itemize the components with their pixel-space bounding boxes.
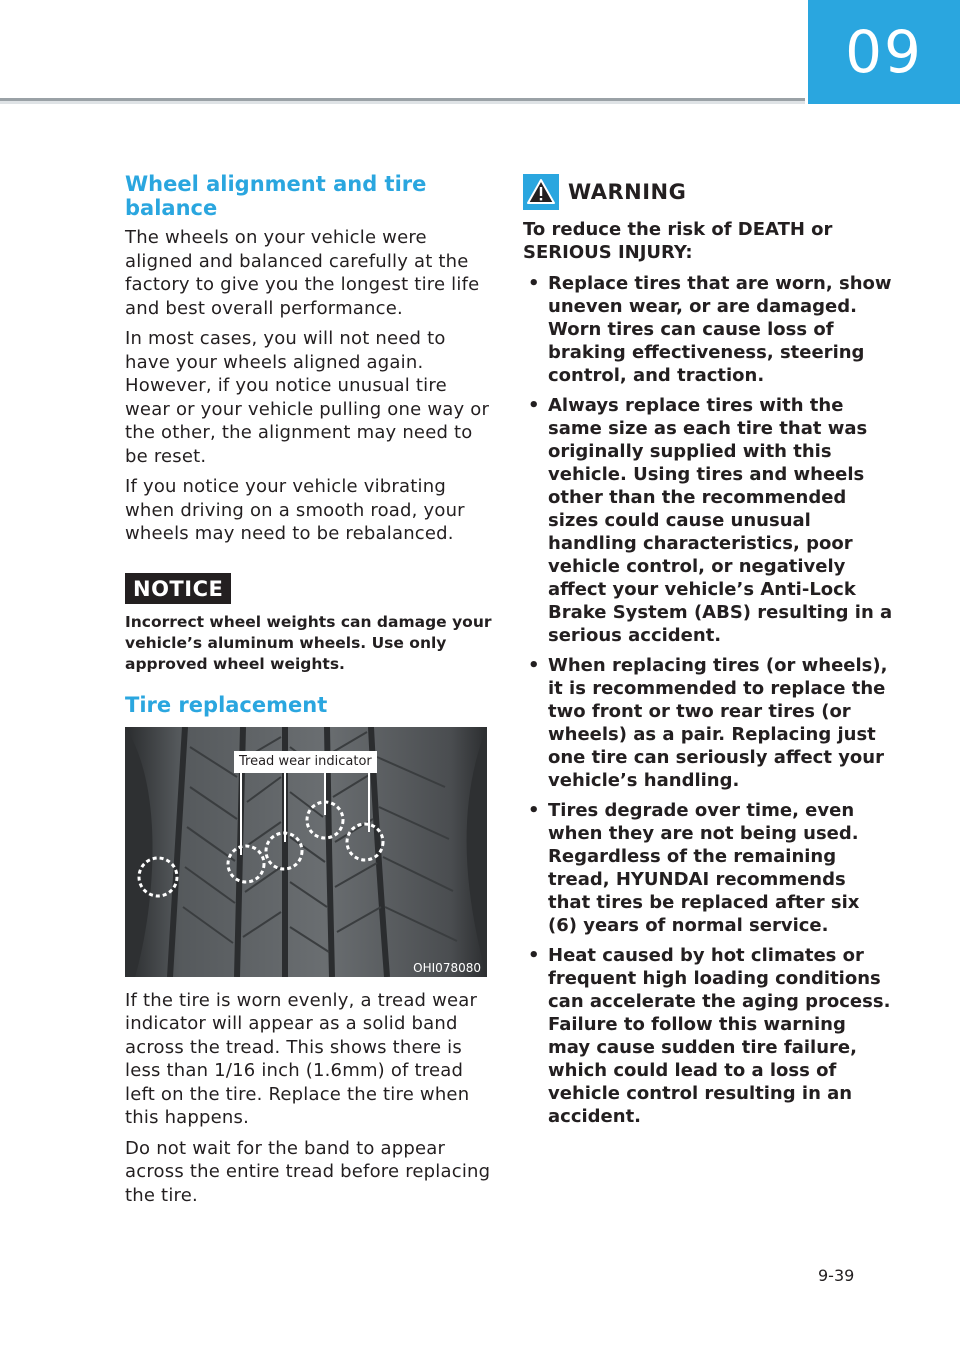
header-rule-shade (0, 101, 805, 104)
alignment-heading: Wheel alignment and tire balance (125, 172, 427, 220)
warning-intro: To reduce the risk of DEATH or SERIOUS INJURY: (523, 219, 833, 263)
chapter-number: 09 (845, 18, 923, 86)
warning-header (523, 174, 893, 210)
warning-item-4: • Tires degrade over time, even when they are not being used. Regardless of the remaining tread, HYUNDAI recommends that tires be replaced after six (6) years of normal service. (523, 799, 893, 937)
warning-item-3: • When replacing tires (or wheels), it is recommended to replace the two front or two rear tires (or wheels) as a pair. Replacing just one tire can seriously affect your vehicle’s handling. (523, 654, 893, 792)
page-number: 9-39 (818, 1266, 855, 1285)
alignment-paragraph-1: The wheels on your vehicle were aligned and balanced carefully at the factory to give you the longest tire life and best overall performance. (125, 227, 480, 319)
tire-paragraph-2: Do not wait for the band to appear across the entire tread before replacing the tire. (125, 1137, 491, 1206)
left-column (125, 172, 495, 1214)
warning-item-2: • Always replace tires with the same size as each tire that was originally supplied with this vehicle. Using tires and wheels other than the recommended sizes could cause unusual handling characteristics, poor vehicle control, or negatively affect your vehicle’s Anti-Lock Brake System (ABS) resulting in a serious accident. (523, 394, 893, 647)
figure-code: OHI078080 (413, 960, 481, 975)
alignment-paragraph-2: In most cases, you will not need to have your wheels aligned again. However, if you notice unusual tire wear or your vehicle pulling one way or the other, the alignment may need to be reset. (125, 328, 490, 467)
tire-tread-figure (125, 727, 487, 977)
warning-item-5: • Heat caused by hot climates or frequent high loading conditions can accelerate the aging process. Failure to follow this warning may cause sudden tire failure, which could lead to a loss of vehicle control resulting in an accident. (523, 944, 893, 1128)
tire-paragraph-1: If the tire is worn evenly, a tread wear indicator will appear as a solid band across the tread. This shows there is less than 1/16 inch (1.6mm) of tread left on the tire. Replace the tire when this happens. (125, 989, 478, 1128)
alignment-paragraph-3: If you notice your vehicle vibrating when driving on a smooth road, your wheels may need to be rebalanced. (125, 476, 465, 544)
tread-wear-indicator-label: Tread wear indicator (234, 751, 377, 773)
warning-triangle-icon (523, 174, 559, 210)
right-column (523, 172, 893, 1135)
tire-heading: Tire replacement (125, 692, 328, 717)
notice-badge: NOTICE (125, 573, 231, 604)
warning-item-1: • Replace tires that are worn, show uneven wear, or are damaged. Worn tires can cause loss of braking effectiveness, steering control, and traction. (523, 272, 893, 387)
warning-list (523, 272, 893, 1128)
warning-title: WARNING (568, 180, 687, 204)
chapter-tab (808, 0, 960, 104)
notice-text: Incorrect wheel weights can damage your vehicle’s aluminum wheels. Use only approved wheel weights. (125, 612, 492, 673)
